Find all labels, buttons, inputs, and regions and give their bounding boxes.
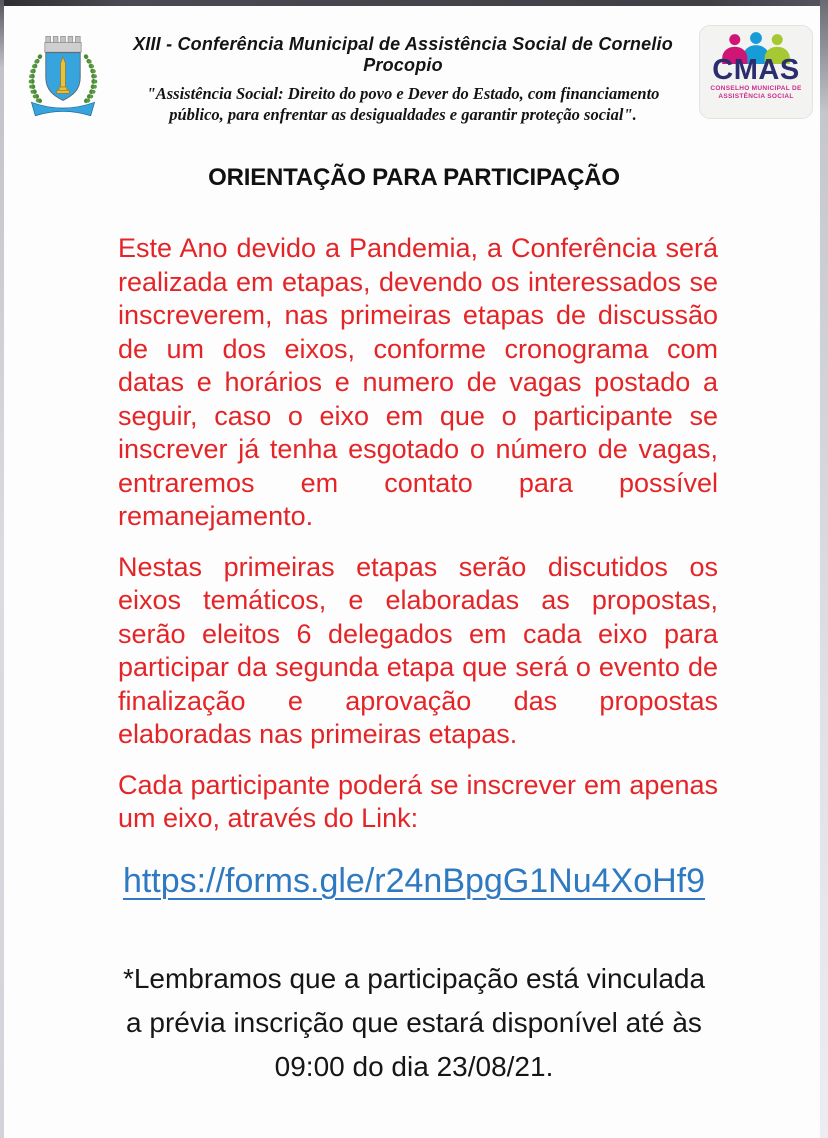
paragraph-pandemic-stages: Este Ano devido a Pandemia, a Conferência será realizada em etapas, devendo os interessados se inscreverem, nas primeiras etapas de discussão de um dos eixos, conforme cronograma com datas e horários e numero de vagas postado a seguir, caso o eixo em que o participante se inscrever já tenha esgotado o número de vagas, entraremos em contato para possível remanejamento. (118, 233, 718, 531)
paragraph-delegates: Nestas primeiras etapas serão discutidos os eixos temáticos, e elaboradas as propostas, serão eleitos 6 delegados em cada eixo para participar da segunda etapa que será o evento de finalização e aprovação das propostas elaboradas nas primeiras etapas. (118, 551, 718, 749)
instructions-section (118, 232, 718, 836)
registration-form-link[interactable]: https://forms.gle/r24nBpgG1Nu4XoHf9 (122, 861, 706, 900)
cmas-acronym: CMAS (712, 54, 800, 86)
conference-theme: "Assistência Social: Direito do povo e Dever do Estado, com financiamento público, para enfrentar as desigualdades e garantir proteção social". (146, 84, 660, 124)
document-header (0, 0, 828, 128)
footnote-line: a prévia inscrição que estará disponível até às (126, 1006, 702, 1038)
conference-title: XIII - Conferência Municipal de Assistência Social de Cornelio Procopio (133, 34, 673, 75)
footnote (0, 957, 828, 1089)
header-text-block (106, 26, 700, 125)
footnote-line: 09:00 do dia 23/08/21. (274, 1050, 554, 1082)
coat-of-arms-icon (20, 26, 106, 128)
photo-edge-right (820, 0, 828, 1138)
cmas-caption: CONSELHO MUNICIPAL DE ASSISTÊNCIA SOCIAL (710, 85, 802, 100)
cmas-logo (700, 26, 812, 118)
page-title: ORIENTAÇÃO PARA PARTICIPAÇÃO (208, 164, 620, 191)
photo-edge-top (0, 0, 828, 6)
photo-edge-left (0, 0, 4, 1138)
paragraph-single-axis: Cada participante poderá se inscrever em apenas um eixo, através do Link: (118, 769, 718, 833)
footnote-line: *Lembramos que a participação está vinculada (122, 962, 706, 994)
